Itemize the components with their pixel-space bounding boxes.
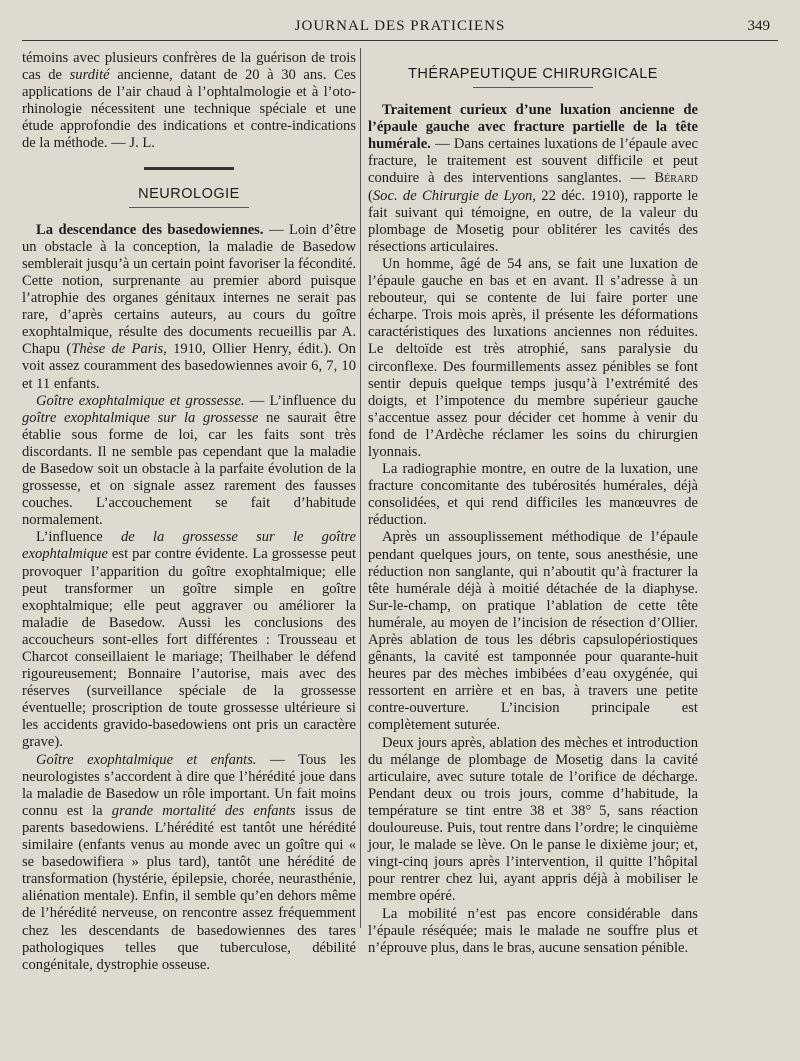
- section-heading-neurologie: NEUROLOGIE: [138, 185, 240, 202]
- section-underline: [473, 87, 593, 88]
- page-number: 349: [747, 18, 770, 34]
- section-underline: [129, 207, 249, 208]
- paragraph-operation: Après un assouplissement méthodique de l’épaule pendant quelques jours, on tente, sous anesthésie, une réduction non sanglante, qui n’aboutit qu’à fracturer la tête humérale déjà à moitié détachée de la diaphyse. Sur-le-champ, on pratique l’ablation de cette tête humérale, au moyen de l’incision de résection d’Ollier. Après ablation de tous les débris capsulopériostiques gênants, la cavité est tamponnée pour quarante-huit heures par des mèches imbibées d’eau oxygénée, qui ressortent en arrière et en bas, à travers une petite contre-ouverture. L’incision principale est complètement suturée.: [368, 529, 698, 734]
- paragraph-suites: Deux jours après, ablation des mèches et introduction du mélange de plombage de Mosetig dans la cavité articulaire, avec suture totale de l’orifice de décharge. Pendant deux ou trois jours, comme d’habitude, la température se tint entre 38 et 38° 5, sans réaction douloureuse. Puis, tout rentre dans l’ordre; le cinquième jour, le malade se lève. On le panse le dixième jour; et, vingt-cinq jours après l’intervention, il quitte l’hôpital pour rentrer chez lui, ayant appris déjà à mobiliser le membre opéré.: [368, 734, 698, 905]
- paragraph-radiographie: La radiographie montre, en outre de la luxation, une fracture concomitante des tubérosités humérales, déjà consolidées, et qui rend difficiles les manœuvres de réduction.: [368, 461, 698, 529]
- article-title: La descendance des basedowiennes.: [36, 221, 264, 238]
- article-basedowiennes: La descendance des basedowiennes. — Loin d’être un obstacle à la conception, la maladie de Basedow semblerait jusqu’à un certain point favoriser la fécondité. Cette notion, surprenante au premier abord puisque l’atrophie des organes génitaux internes ne serait pas rare, d’après certains auteurs, au cours du goître exophtalmique, résulte des documents recueillis par A. Chapu (Thèse de Paris, 1910, Ollier Henry, édit.). On voit assez couramment des basedowiennes avoir 6, 7, 10 et 11 enfants.: [22, 221, 356, 392]
- paragraph-continued: témoins avec plusieurs confrères de la guérison de trois cas de surdité ancienne, datant de 20 à 30 ans. Ces applications de l’air chaud à l’ophtalmologie et à l’oto-rhinologie nécessitent une technique spéciale et une étude approfondie des indications et contre-indications de la méthode. — J. L.: [22, 50, 356, 152]
- column-divider: [360, 48, 361, 928]
- right-column: [368, 52, 698, 957]
- paragraph-grossesse: Goître exophtalmique et grossesse. — L’influence du goître exophtalmique sur la grossesse ne saurait être établie sous forme de loi, car les faits sont très discordants. Il ne semble pas cependant que la maladie de Basedow soit un obstacle à la parfaite évolution de la grossesse, et on signale assez rarement des fausses couches. L’accouchement se fait d’habitude normalement.: [22, 392, 356, 529]
- paragraph-enfants: Goître exophtalmique et enfants. — Tous les neurologistes s’accordent à dire que l’hérédité joue dans la maladie de Basedow un rôle important. Un fait moins connu est la grande mortalité des enfants issus de parents basedowiens. L’hérédité est tantôt une hérédité similaire (enfants venus au monde avec un goître qui « se basedowifiera » plus tard), tantôt une hérédité de transformation (hystérie, épilepsie, chorée, neurasthénie, aliénation mentale). Enfin, il semble qu’en dehors même de l’hérédité nerveuse, on rencontre assez fréquemment chez les descendants de basedowiennes des tares pathologiques telles que tuberculose, débilité congénitale, dystrophie osseuse.: [22, 751, 357, 973]
- running-header: [22, 16, 778, 41]
- article-luxation: Traitement curieux d’une luxation ancienne de l’épaule gauche avec fracture partielle de la tête humérale. — Dans certaines luxations de l’épaule avec fracture, le traitement est souvent difficile et peut conduire à des interventions sanglantes. — Bérard (Soc. de Chirurgie de Lyon, 22 déc. 1910), rapporte le fait suivant qui témoigne, en outre, de la valeur du plombage de Mosetig pour oblitérer les cavités des résections articulaires.: [368, 102, 698, 255]
- left-column: [22, 50, 356, 974]
- paragraph-case: Un homme, âgé de 54 ans, se fait une luxation de l’épaule gauche en bas et en avant. Il s’adresse à un rebouteur, qui se contente de lui faire porter une écharpe. Trois mois après, il présente les déformations caractéristiques des luxations anciennes non réduites. Le deltoïde est très atrophié, sans paralysie du circonflexe. Des fourmillements assez pénibles se font sentir depuis quelque temps jusqu’à l’extrémité des doigts, et l’impotence du membre supérieur gauche s’accentue assez pour décider cet homme à venir du fond de l’Ardèche réclamer les soins du chirurgien lyonnais.: [368, 255, 698, 460]
- section-rule: [144, 167, 234, 170]
- article-title: Traitement curieux d’une luxation ancienne de l’épaule gauche avec fracture partielle de la tête humérale.: [368, 102, 698, 153]
- paragraph-influence: L’influence de la grossesse sur le goître exophtalmique est par contre évidente. La grossesse peut provoquer l’apparition du goître exophtalmique; elle peut transformer un goître simple en goître exophtalmique; elle peut aggraver ou améliorer la maladie de Basedow. Aussi les conclusions des accoucheurs sont-elles fort différentes : Trousseau et Charcot conseillaient le mariage; Theilhaber le défend rigoureusement; Bonnaire l’autorise, mais avec des réserves (surveillance spéciale de la grossesse éventuelle; proscription de toute grossesse ultérieure si les accidents gravido-basedowiens ont pris un caractère grave).: [22, 529, 357, 751]
- section-heading-therapeutique: THÉRAPEUTIQUE CHIRURGICALE: [408, 66, 658, 82]
- paragraph-mobilite: La mobilité n’est pas encore considérable dans l’épaule réséquée; mais le malade ne souffre plus et n’éprouve plus, dans le bras, aucune sensation pénible.: [368, 905, 698, 956]
- journal-title: JOURNAL DES PRATICIENS: [294, 18, 506, 34]
